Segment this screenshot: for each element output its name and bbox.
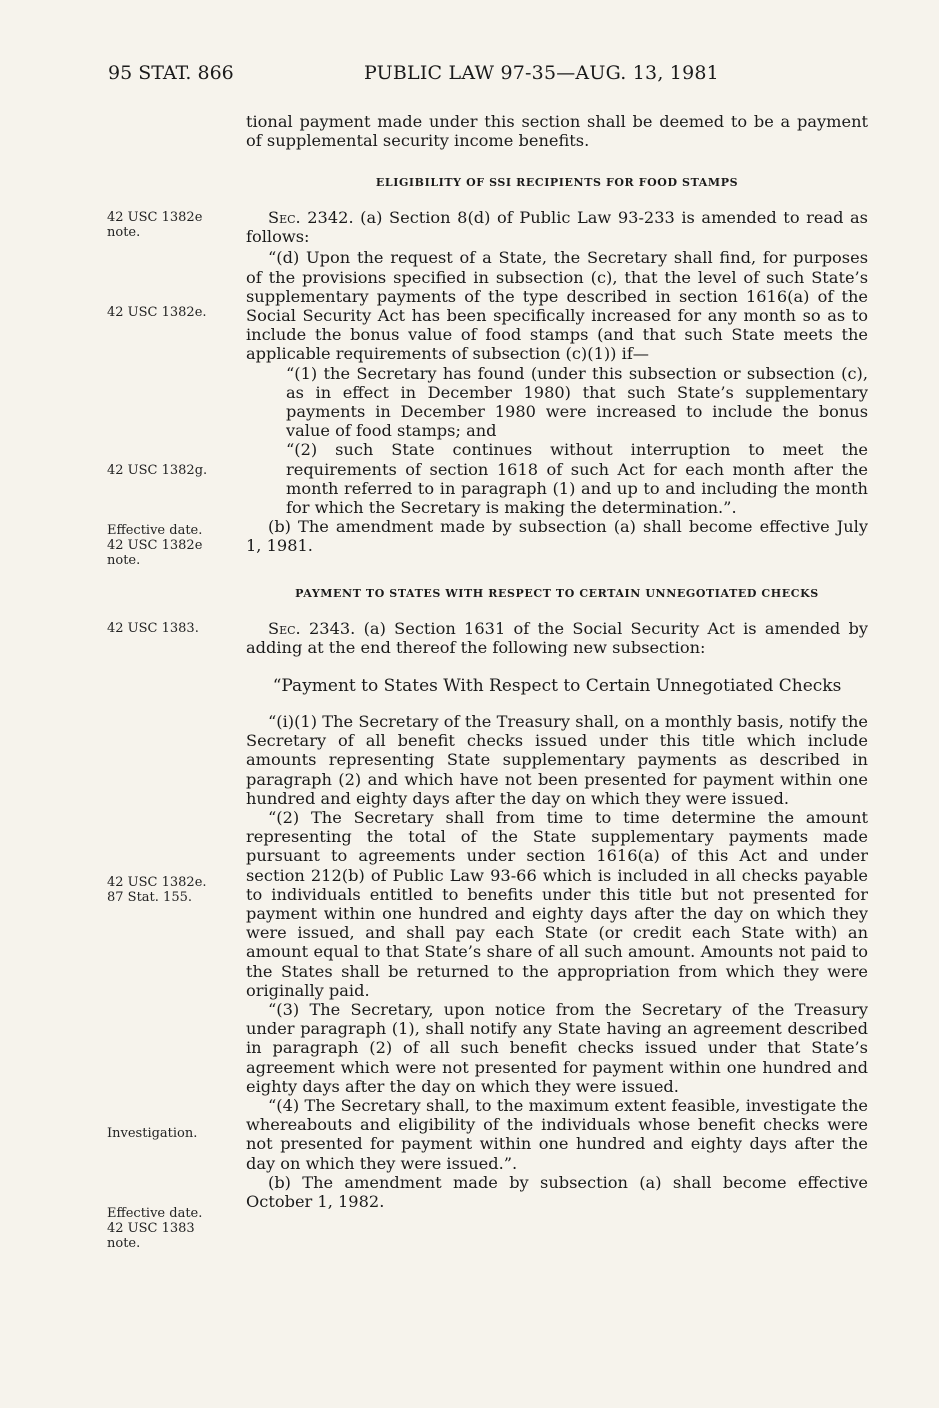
paragraph-d2 — [246, 440, 868, 517]
paragraph-text: “(2) such State continues without interruption to meet the requirements of section 1618 of such Act for each month after the month referred to in paragraph (1) and up to and including the month for which the Secretary is making the determination.”. — [286, 440, 868, 518]
margin-note-line: Effective date. — [107, 523, 203, 538]
subsection-b-effective-2: (b) The amendment made by subsection (a) shall become effective October 1, 1982. — [246, 1172, 868, 1212]
margin-note-line: 42 USC 1382e — [107, 538, 203, 553]
section-heading-payment: PAYMENT TO STATES WITH RESPECT TO CERTAIN UNNEGOTIATED CHECKS — [295, 587, 819, 600]
margin-note-usc-1382e-stat — [107, 875, 227, 905]
subsection-d-paragraph: “(d) Upon the request of a State, the Secretary shall find, for purposes of the provisions specified in subsection (c), that the level of such State’s supplementary payments of the type described in section 1616(a) of the Social Security Act has been specifically increased for any month so as to include the bonus value of food stamps (and that such State meets the applicable requirements of subsection (c)(1)) if— — [246, 248, 868, 364]
subsection-heading-unnegotiated: “Payment to States With Respect to Certain Unnegotiated Checks — [272, 676, 842, 696]
margin-note-line: Effective date. — [107, 1206, 203, 1221]
margin-note-usc-1383 — [107, 621, 227, 636]
intro-paragraph — [246, 112, 868, 150]
sec-label: Sec. — [268, 619, 301, 638]
stat-page-number: 95 STAT. 866 — [108, 62, 234, 84]
paragraph-text: 2342. (a) Section 8(d) of Public Law 93-233 is amended to read as follows: — [246, 208, 868, 247]
page-header — [108, 62, 868, 86]
subsection-i-block — [246, 712, 868, 1211]
sec-label: Sec. — [268, 208, 301, 227]
margin-note-line: note. — [107, 225, 141, 240]
margin-note-line: 42 USC 1382g. — [107, 463, 208, 478]
paragraph-text: “(1) the Secretary has found (under this subsection or subsection (c), as in effect in December 1980) that such State’s supplementary payments in December 1980 were increased to include the bonus value of food stamps; and — [286, 363, 868, 441]
margin-note-line: 42 USC 1382e — [107, 210, 203, 225]
margin-note-effective-date-2 — [107, 1206, 227, 1251]
section-heading-eligibility: ELIGIBILITY OF SSI RECIPIENTS FOR FOOD STAMPS — [375, 176, 739, 189]
sec-2343-block — [246, 619, 868, 657]
sec-2342-block — [246, 208, 868, 556]
margin-note-usc-1382g — [107, 463, 227, 478]
paragraph-i1: “(i)(1) The Secretary of the Treasury shall, on a monthly basis, notify the Secretary of all benefit checks issued under this title which include amounts representing State supplementary payments as described in paragraph (2) and which have not been presented for payment within one hundred and eighty days after the day on which they were issued. — [246, 712, 868, 808]
paragraph-text: tional payment made under this section shall be deemed to be a payment of supplemental security income benefits. — [246, 112, 868, 151]
paragraph-i2: “(2) The Secretary shall from time to time determine the amount representing the total of the State supplementary payments made pursuant to agreements under section 1616(a) of this Act and under section 212(b) of Public Law 93-66 which is included in all checks payable to individuals entitled to benefits under this title but not presented for payment within one hundred and eighty days after the day on which they were issued, and shall pay each State (or credit each State with) an amount equal to that State’s share of all such amount. Amounts not paid to the States shall be returned to the appropriation from which they were originally paid. — [246, 808, 868, 1000]
margin-note-line: 42 USC 1383 — [107, 1221, 195, 1236]
margin-note-line: note. — [107, 1236, 141, 1251]
margin-note-line: 42 USC 1382e. — [107, 305, 207, 320]
margin-note-usc-1382e — [107, 305, 227, 320]
margin-note-line: note. — [107, 553, 141, 568]
margin-note-line: 87 Stat. 155. — [107, 890, 192, 905]
paragraph-i3: “(3) The Secretary, upon notice from the Secretary of the Treasury under paragraph (1), shall notify any State having an agreement described in paragraph (2) of all such benefit checks issued under that State’s agreement which were not presented for payment within one hundred and eighty days after the day on which they were issued. — [246, 1000, 868, 1096]
margin-note-line: Investigation. — [107, 1126, 198, 1141]
margin-note-investigation — [107, 1126, 227, 1141]
margin-note-line: 42 USC 1382e. — [107, 875, 207, 890]
margin-note-effective-date-1 — [107, 523, 227, 568]
page-title: PUBLIC LAW 97-35—AUG. 13, 1981 — [364, 62, 719, 84]
paragraph-text: 2343. (a) Section 1631 of the Social Security Act is amended by adding at the end thereof the following new subsection: — [246, 619, 868, 658]
margin-note-line: 42 USC 1383. — [107, 621, 199, 636]
margin-note-usc-1382e-note — [107, 210, 227, 240]
subsection-b-effective: (b) The amendment made by subsection (a) shall become effective July 1, 1981. — [246, 517, 868, 556]
sec-2342-paragraph — [246, 208, 868, 246]
paragraph-d1 — [246, 364, 868, 441]
paragraph-i4: “(4) The Secretary shall, to the maximum extent feasible, investigate the whereabouts and eligibility of the individuals whose benefit checks were not presented for payment within one hundred and eighty days after the day on which they were issued.”. — [246, 1096, 868, 1173]
sec-2343-paragraph — [246, 619, 868, 657]
